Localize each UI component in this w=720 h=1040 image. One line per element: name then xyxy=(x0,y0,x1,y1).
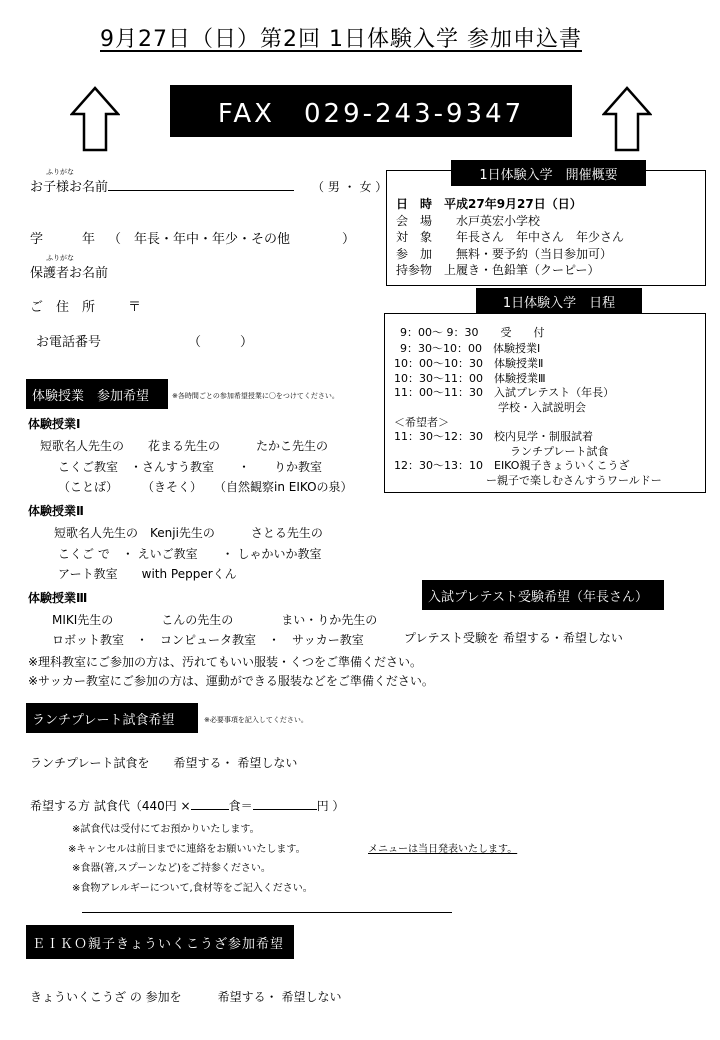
overview-line: 持参物 上履き・色鉛筆（クーピー） xyxy=(396,263,600,277)
up-arrow-icon xyxy=(602,86,652,152)
lesson1-teachers: 短歌名人先生の 花まる先生の たかこ先生の xyxy=(40,439,329,453)
overview-line: 対 象 年長さん 年中さん 年少さん xyxy=(396,230,625,244)
lessons-header: 体験授業 参加希望 xyxy=(26,379,168,409)
schedule-line: 9：30～10：00 体験授業Ⅰ xyxy=(400,342,541,355)
lunch-note: ※必要事項を記入してください。 xyxy=(204,716,308,724)
lunch-header: ランチプレート試食希望 xyxy=(26,703,198,733)
lesson1-classes[interactable]: こくご教室 ・さんすう教室 ・ りか教室 xyxy=(58,460,323,474)
lunch-menu-note: メニューは当日発表いたします。 xyxy=(368,844,518,855)
child-name-label: お子様お名前 xyxy=(30,180,109,195)
note-science: ※理科教室にご参加の方は、汚れてもいい服装・くつをご準備ください。 xyxy=(28,655,423,669)
lunch-total-line[interactable] xyxy=(253,797,317,810)
lunch-choice[interactable]: ランチプレート試食を 希望する・ 希望しない xyxy=(30,756,298,770)
lesson2-classes[interactable]: こくご で ・ えいご教室 ・ しゃかいか教室 xyxy=(58,547,322,561)
lesson3-classes[interactable]: ロボット教室 ・ コンピュータ教室 ・ サッカー教室 xyxy=(52,633,364,647)
child-name-line[interactable] xyxy=(108,176,294,191)
phone-label: お電話番号 xyxy=(36,335,102,350)
lunch-fee-prefix: 希望する方 試食代（440円 × xyxy=(30,799,191,813)
lessons-note: ※各時間ごとの参加希望授業に〇をつけてください。 xyxy=(172,392,339,400)
fax-number-banner: FAX 029-243-9347 xyxy=(170,85,572,137)
overview-header: 1日体験入学 開催概要 xyxy=(451,160,646,186)
lesson1-topics: （ことば） （きそく） （自然観察in EIKOの泉） xyxy=(58,480,353,494)
eiko-choice[interactable]: きょういくこうざ の 参加を 希望する・ 希望しない xyxy=(30,990,342,1004)
lesson3-teachers: MIKI先生の こんの先生の まい・りか先生の xyxy=(52,613,378,627)
lesson1-title: 体験授業Ⅰ xyxy=(28,417,81,431)
lesson2-classes-extra[interactable]: アート教室 with Pepperくん xyxy=(58,567,237,581)
overview-line: 参 加 無料・要予約（当日参加可） xyxy=(396,247,613,261)
grade-label: 学 年 xyxy=(30,232,96,247)
schedule-line: 学校・入試説明会 xyxy=(498,401,586,414)
postal-mark: 〒 xyxy=(128,300,142,315)
note-soccer: ※サッカー教室にご参加の方は、運動ができる服装などをご準備ください。 xyxy=(28,674,434,688)
parent-name-label: 保護者お名前 xyxy=(30,266,109,281)
address-label: ご 住 所 xyxy=(30,300,96,315)
allergy-write-line[interactable] xyxy=(82,912,452,913)
schedule-line: 9：00～ 9：30 受 付 xyxy=(400,326,545,339)
page-title: 9月27日（日）第2回 1日体験入学 参加申込書 xyxy=(100,27,582,52)
lunch-fee-suffix: 円 ） xyxy=(316,799,345,813)
schedule-line: 10：00～10：30 体験授業Ⅱ xyxy=(394,357,544,370)
lunch-note3: ※食器(箸,スプーンなど)をご持参ください。 xyxy=(72,863,271,874)
schedule-header: 1日体験入学 日程 xyxy=(476,288,642,314)
pretest-choice[interactable]: プレテスト受験を 希望する・希望しない xyxy=(404,631,623,645)
schedule-line: ランチプレート試食 xyxy=(510,445,609,458)
grade-options[interactable]: （ 年長・年中・年少・その他 ） xyxy=(108,232,356,247)
child-name-field[interactable] xyxy=(30,176,294,195)
pretest-header: 入試プレテスト受験希望（年長さん） xyxy=(422,580,664,610)
lunch-fee-mid: 食＝ xyxy=(228,799,253,813)
lunch-fee-field[interactable] xyxy=(30,797,344,814)
schedule-line: 10：30～11：00 体験授業Ⅲ xyxy=(394,372,546,385)
lunch-note1: ※試食代は受付にてお預かりいたします。 xyxy=(72,824,260,835)
lunch-note4: ※食物アレルギーについて,食材等をご記入ください。 xyxy=(72,883,313,894)
schedule-line: 11：00～11：30 入試プレテスト（年長） xyxy=(394,386,615,399)
schedule-line: 12：30～13：10 EIKO親子きょういくこうざ xyxy=(394,459,630,472)
lunch-count-line[interactable] xyxy=(191,797,229,810)
lesson3-title: 体験授業Ⅲ xyxy=(28,591,88,605)
furigana-label: ふりがな xyxy=(46,168,74,176)
overview-line: 日 時 平成27年9月27日（日） xyxy=(396,197,582,211)
gender-options[interactable]: （ 男 ・ 女 ） xyxy=(312,180,388,194)
lesson2-teachers: 短歌名人先生の Kenji先生の さとる先生の xyxy=(54,526,323,540)
lunch-note2: ※キャンセルは前日までに連絡をお願いいたします。 xyxy=(68,844,306,855)
overview-line: 会 場 水戸英宏小学校 xyxy=(396,214,541,228)
phone-paren[interactable]: （ ） xyxy=(188,335,254,350)
furigana-label: ふりがな xyxy=(46,254,74,262)
schedule-line: ー親子で楽しむさんすうワールドー xyxy=(486,474,662,487)
schedule-line: 11：30～12：30 校内見学・制服試着 xyxy=(394,430,593,443)
schedule-line: ＜希望者＞ xyxy=(394,416,449,429)
eiko-header: ＥＩＫＯ親子きょういくこうざ参加希望 xyxy=(26,925,294,959)
up-arrow-icon xyxy=(70,86,120,152)
lesson2-title: 体験授業Ⅱ xyxy=(28,504,84,518)
